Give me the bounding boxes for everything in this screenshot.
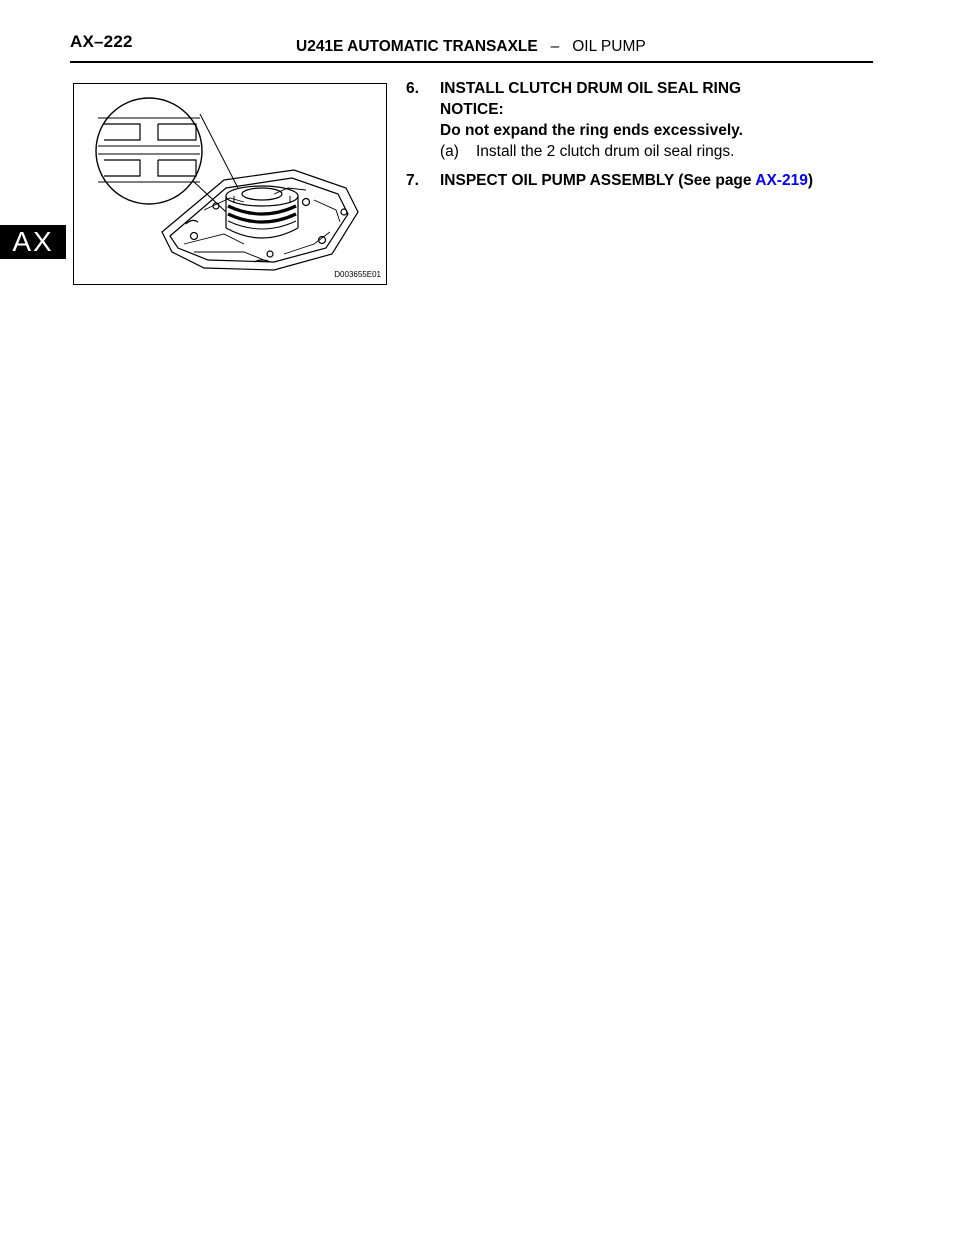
procedure-content [406, 78, 876, 191]
step-6-heading [406, 78, 876, 99]
oil-pump-illustration [74, 84, 386, 284]
step-7-heading [406, 170, 876, 191]
header-title [296, 38, 646, 56]
substep-text: Install the 2 clutch drum oil seal rings. [476, 143, 735, 160]
step-number: 6. [406, 80, 419, 97]
substep-a [406, 141, 876, 162]
subsection-title: OIL PUMP [572, 38, 646, 55]
page-reference-link[interactable]: AX-219 [755, 172, 808, 189]
step-title: INSTALL CLUTCH DRUM OIL SEAL RING [440, 80, 742, 97]
step-title [440, 170, 876, 191]
step-title-suffix: ) [807, 172, 813, 189]
figure-id: D003655E01 [334, 270, 381, 279]
notice-text: Do not expand the ring ends excessively. [440, 122, 743, 139]
header-separator: – [550, 38, 560, 55]
figure-illustration [73, 83, 387, 285]
section-title: U241E AUTOMATIC TRANSAXLE [296, 38, 538, 55]
notice-label: NOTICE: [440, 101, 504, 118]
step-title-prefix: INSPECT OIL PUMP ASSEMBLY (See page [440, 172, 756, 189]
page-number: AX–222 [70, 32, 133, 51]
section-tab: AX [0, 225, 66, 259]
substep-label: (a) [440, 143, 459, 160]
header-rule [70, 61, 873, 63]
step-number: 7. [406, 172, 419, 189]
